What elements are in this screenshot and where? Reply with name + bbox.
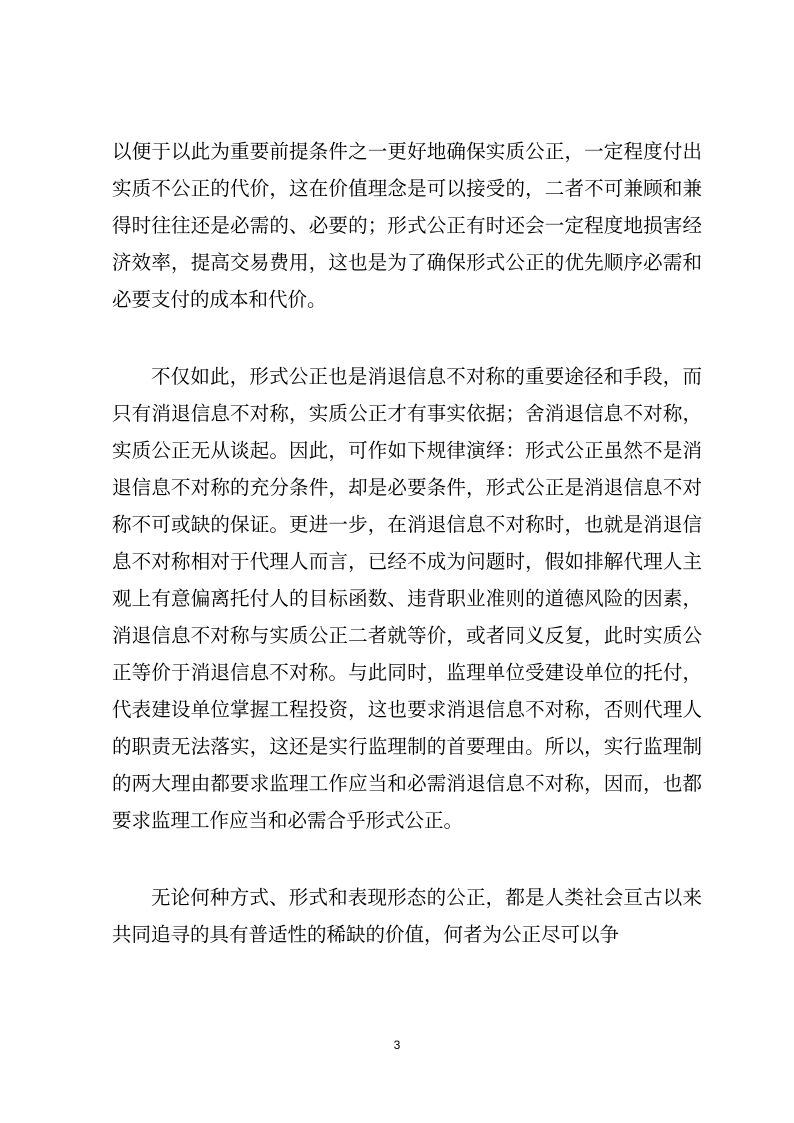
paragraph: 无论何种方式、形式和表现形态的公正，都是人类社会亘古以来共同追寻的具有普适性的稀缺的价值，何者为公正尽可以争 [112, 886, 702, 946]
page-body [112, 133, 702, 953]
paragraph: 不仅如此，形式公正也是消退信息不对称的重要途径和手段，而只有消退信息不对称，实质公正才有事实依据；舍消退信息不对称，实质公正无从谈起。因此，可作如下规律演绎：形式公正虽然不是消退信息不对称的充分条件，却是必要条件，形式公正是消退信息不对称不可或缺的保证。更进一步，在消退信息不对称时，也就是消退信息不对称相对于代理人而言，已经不成为问题时，假如排解代理人主观上有意偏离托付人的目标函数、违背职业准则的道德风险的因素，消退信息不对称与实质公正二者就等价，或者同义反复，此时实质公正等价于消退信息不对称。与此同时，监理单位受建设单位的托付，代表建设单位掌握工程投资，这也要求消退信息不对称，否则代理人的职责无法落实，这还是实行监理制的首要理由。所以，实行监理制的两大理由都要求监理工作应当和必需消退信息不对称，因而，也都要求监理工作应当和必需合乎形式公正。 [112, 365, 702, 832]
page-number: 3 [393, 1038, 401, 1052]
paragraph-continued: 以便于以此为重要前提条件之一更好地确保实质公正，一定程度付出实质不公正的代价，这在价值理念是可以接受的，二者不可兼顾和兼得时往往还是必需的、必要的；形式公正有时还会一定程度地损害经济效率，提高交易费用，这也是为了确保形式公正的优先顺序必需和必要支付的成本和代价。 [112, 140, 702, 311]
